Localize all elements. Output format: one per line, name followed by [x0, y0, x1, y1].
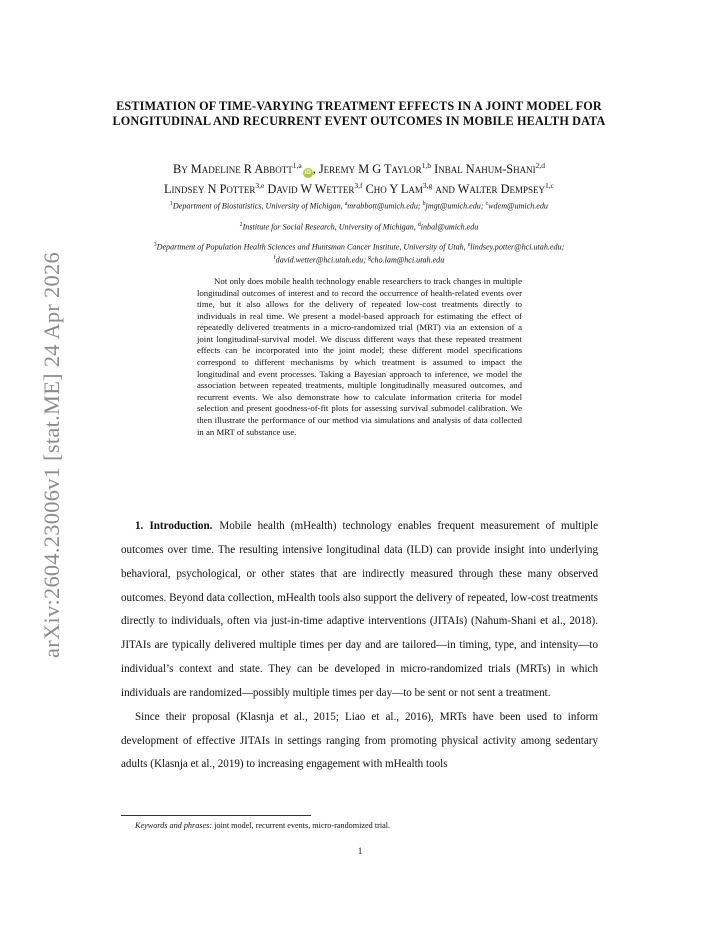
author-name: David W Wetter [267, 182, 355, 197]
abstract: Not only does mobile health technology enable researchers to track changes in multiple longitudinal outcomes of interest and to record the occurrence of health-related events over time, but it also allows for the delivery of repeated low-cost treatments directly to individuals in real time. We present a model-based approach for estimating the effect of repeatedly delivered treatments in a micro-randomized trial (MRT) via an extension of a joint longitudinal-survival model. We discuss different ways that these repeated treatment effects can be incorporated into the joint model; these different model specifications correspond to different mechanisms by which treatment is assumed to impact the longitudinal and event processes. Taking a Bayesian approach to inference, we model the association between repeated treatments, multiple longitudinally measured outcomes, and recurrent events. We also demonstrate how to calculate information criteria for model selection and present goodness-of-fit plots for assessing survival submodel calibration. We then illustrate the performance of our method via simulations and analysis of data collected in an MRT of substance use. [197, 276, 522, 437]
section-heading: 1. Introduction. [135, 520, 213, 532]
email-marker: e [467, 242, 471, 248]
author-name: Jeremy M G Taylor [318, 162, 422, 177]
author-name: Madeline R Abbott [190, 162, 293, 177]
author-and: and [435, 182, 455, 197]
page-number: 1 [357, 846, 363, 856]
author-superscript: 3,e [255, 181, 265, 191]
email-link[interactable]: david.wetter@hci.utah.edu; [275, 255, 367, 265]
author-name: Lindsey N Potter [164, 182, 256, 197]
author-superscript: 2,d [535, 161, 545, 170]
email-link[interactable]: cho.lam@hci.utah.edu [370, 255, 445, 265]
arxiv-identifier-stamp [19, 250, 69, 660]
orcid-icon[interactable]: iD [304, 169, 311, 177]
email-marker: g [368, 255, 371, 262]
email-marker: a [344, 201, 348, 207]
affiliation-2 [110, 220, 608, 233]
affiliation-3 [112, 240, 606, 266]
introduction-paragraph-1 [121, 515, 598, 706]
affiliation-1 [110, 199, 608, 212]
affiliation-number: 3 [153, 242, 157, 248]
author-name: Inbal Nahum-Shani [434, 162, 536, 177]
email-link[interactable]: mrabbott@umich.edu; [347, 201, 421, 211]
footnote-rule [121, 815, 311, 816]
email-marker: c [485, 201, 489, 207]
introduction-section [121, 515, 598, 777]
paper-title: ESTIMATION OF TIME-VARYING TREATMENT EFFECTS IN A JOINT MODEL FOR LONGITUDINAL AND RECURRENT EVENT OUTCOMES IN MOBILE HEALTH DATA [112, 99, 606, 129]
author-superscript: 1,b [421, 161, 432, 170]
author-list: By Madeline R Abbott$^{1,a}$iD , Jeremy M G Taylor$^{1,b}$ Inbal Nahum-Shani$^{2,d}$ Lindsey N Potter$^{3,e}$ David W Wetter$^{3,f}$ Cho Y Lam$^{3,g}$ and Walter Dempsey$^{1,c}$ [164, 161, 554, 197]
arxiv-stamp-text: arXiv:2604.23006v1 [stat.ME] 24 Apr 2026 [39, 250, 64, 658]
author-name: Walter Dempsey [457, 182, 545, 197]
email-marker: d [417, 222, 421, 228]
email-link[interactable]: inbal@umich.edu [420, 222, 479, 232]
email-link[interactable]: wdem@umich.edu [488, 201, 548, 211]
email-marker: f [273, 255, 276, 262]
footnote-keywords [135, 821, 390, 831]
author-by: By [173, 162, 188, 177]
affiliation-department: Department of Biostatistics, University of Michigan, [172, 201, 343, 211]
footnote-label: Keywords and phrases: [135, 821, 213, 830]
affiliation-department: Institute for Social Research, University of Michigan, [242, 222, 416, 232]
email-link[interactable]: lindsey.potter@hci.utah.edu; [470, 242, 565, 252]
introduction-paragraph-2: Since their proposal (Klasnja et al., 2015; Liao et al., 2016), MRTs have been used to inform development of effective JITAIs in settings ranging from promoting physical activity among sedentary adults (Klasnja et al., 2019) to increasing engagement with mHealth tools [121, 710, 598, 771]
author-superscript: 3,g [422, 181, 433, 191]
affiliation-number: 1 [170, 201, 173, 207]
author-superscript: 1,c [544, 181, 554, 191]
footnote-text: joint model, recurrent events, micro-randomized trial. [214, 821, 391, 830]
email-marker: b [422, 201, 426, 207]
paragraph-text: Mobile health (mHealth) technology enables frequent measurement of multiple outcomes over time. The resulting intensive longitudinal data (ILD) can provide insight into underlying behavioral, psychological, or other states that are indirectly measured through these many observed outcomes. Beyond data collection, mHealth tools also support the delivery of repeated, low-cost treatments directly to individuals, often via just-in-time adaptive interventions (JITAIs) (Nahum-Shani et al., 2018). JITAIs are typically delivered multiple times per day and are tailored—in timing, type, and intensity—to individual’s context and state. They can be developed in micro-randomized trials (MRTs) in which individuals are randomized—possibly multiple times per day—to be sent or not sent a treatment. [121, 520, 598, 699]
author-superscript: 1,a [292, 161, 302, 170]
author-superscript: 3,f [354, 181, 363, 191]
email-link[interactable]: jmgt@umich.edu; [425, 201, 484, 211]
affiliation-department: Department of Population Health Sciences and Huntsman Cancer Institute, University of Utah, [156, 242, 466, 252]
affiliation-number: 2 [239, 222, 243, 228]
author-name: Cho Y Lam [365, 182, 423, 197]
